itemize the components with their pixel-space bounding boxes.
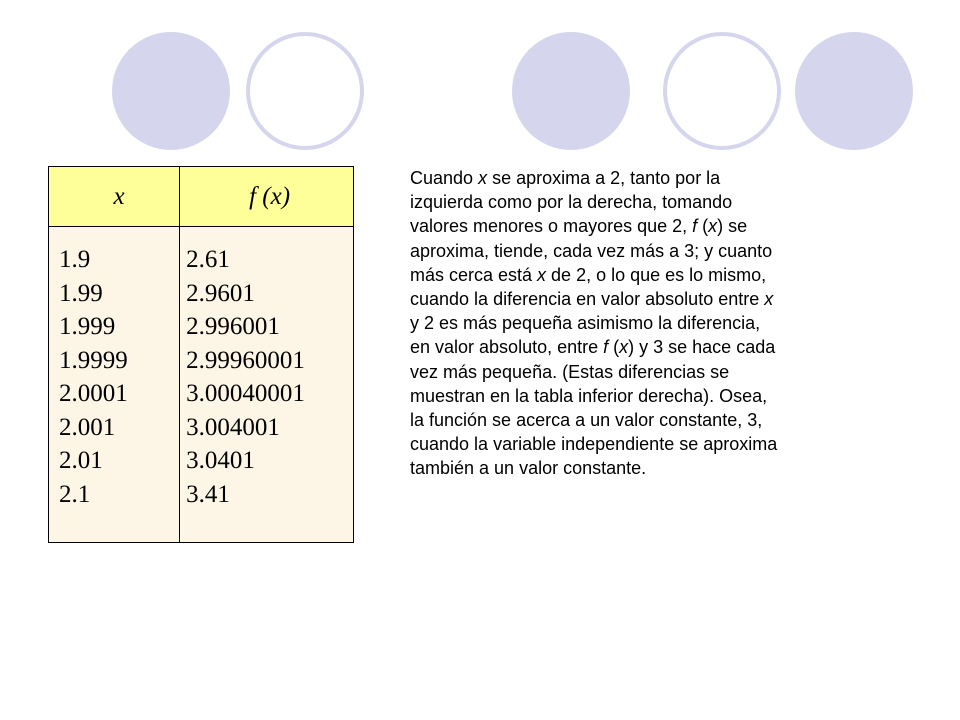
text-run: más cerca está (410, 264, 538, 285)
decorative-circle-4 (663, 32, 781, 150)
header-x: x (49, 167, 180, 227)
explanation-line (410, 335, 910, 359)
text-run: en valor absoluto, entre (410, 337, 604, 358)
fx-value: 2.99960001 (186, 346, 305, 374)
explanation-line (410, 166, 910, 190)
decorative-circle-3 (512, 32, 630, 150)
table-body-row (49, 227, 354, 543)
fx-value: 2.996001 (186, 313, 280, 340)
explanation-line: y 2 es más pequeña asimismo la diferencia, (410, 313, 761, 334)
decorative-circle-1 (112, 32, 230, 150)
variable: x (619, 337, 629, 358)
header-fx: f (x) (180, 167, 354, 227)
variable: f (603, 337, 609, 358)
text-run: de 2, o lo que es lo mismo, (546, 264, 767, 285)
explanation-line: aproxima, tiende, cada vez más a 3; y cuanto (410, 240, 773, 261)
x-value: 2.01 (59, 447, 103, 474)
explanation-line (410, 214, 910, 238)
fx-values-cell (180, 227, 354, 543)
text-run: se aproxima a 2, tanto por la (487, 168, 721, 188)
variable: x (537, 264, 547, 285)
table-header-row (49, 167, 354, 227)
explanation-line: muestran en la tabla inferior derecha). Osea, (410, 385, 768, 406)
explanation-line: la función se acerca a un valor constante, 3, (410, 410, 763, 431)
fx-value: 3.0401 (186, 447, 255, 474)
text-run: ) y 3 se hace cada (628, 337, 776, 358)
text-run: ( (697, 216, 709, 237)
text-run: Cuando (410, 168, 479, 188)
fx-value: 3.004001 (186, 413, 280, 441)
x-value: 2.0001 (59, 380, 128, 407)
x-value: 2.001 (59, 413, 116, 441)
explanation-line (410, 263, 910, 287)
explanation-line: izquierda como por la derecha, tomando (410, 192, 733, 213)
explanation-line: vez más pequeña. (Estas diferencias se (410, 361, 730, 382)
explanation-line (410, 287, 910, 311)
decorative-circle-2 (246, 32, 364, 150)
x-value: 1.99 (59, 279, 103, 307)
variable: f (692, 216, 698, 237)
decorative-circle-5 (795, 32, 913, 150)
fx-value: 3.00040001 (186, 380, 305, 407)
fx-value: 2.9601 (186, 279, 255, 307)
fx-value: 3.41 (186, 480, 230, 508)
values-table (48, 166, 354, 543)
variable: x (478, 168, 488, 188)
variable: x (764, 289, 774, 310)
text-run: cuando la diferencia en valor absoluto entre (410, 289, 765, 310)
explanation-line: también a un valor constante. (410, 458, 647, 479)
explanation-paragraph (410, 166, 910, 481)
x-values-cell (49, 227, 180, 543)
x-value: 1.9 (59, 246, 91, 273)
x-value: 2.1 (59, 480, 91, 508)
variable: x (708, 216, 718, 237)
explanation-line: cuando la variable independiente se aproxima (410, 434, 778, 455)
fx-value: 2.61 (186, 246, 230, 273)
text-run: valores menores o mayores que 2, (410, 216, 693, 237)
text-run: ( (608, 337, 620, 358)
x-value: 1.9999 (59, 346, 128, 374)
text-run: ) se (717, 216, 748, 237)
x-value: 1.999 (59, 313, 116, 340)
